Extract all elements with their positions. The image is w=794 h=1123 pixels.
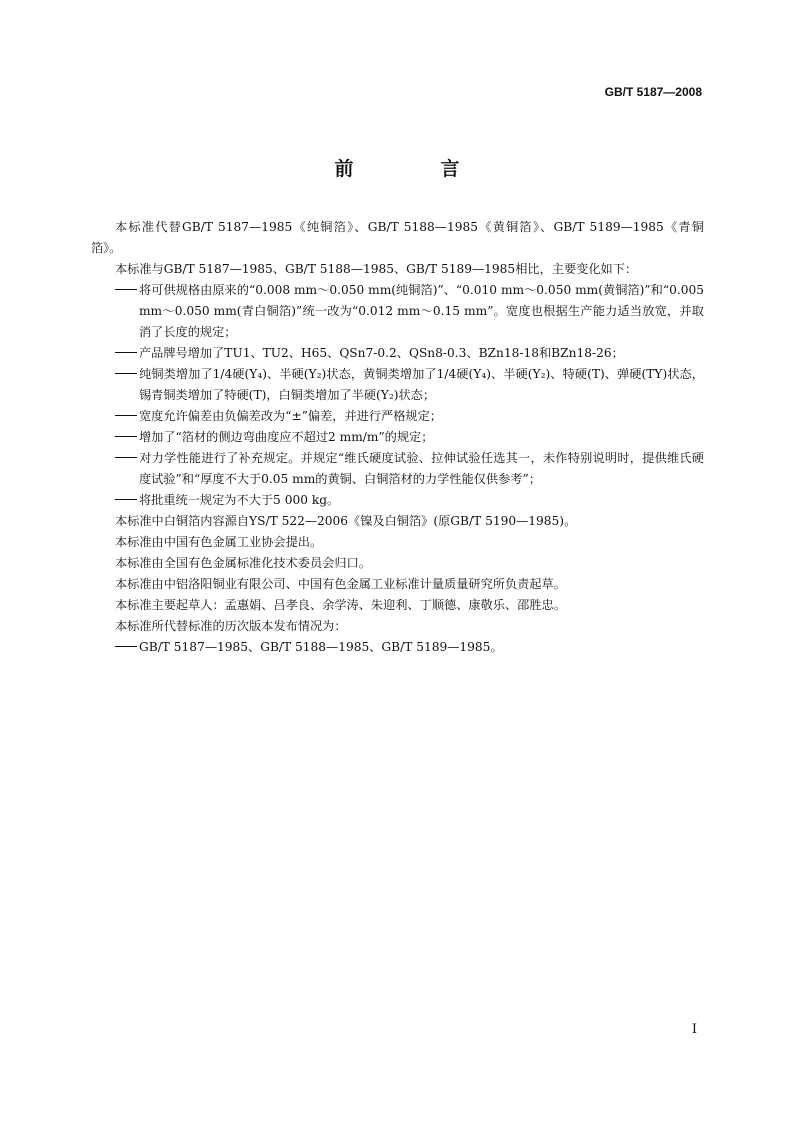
paragraph-proposer: 本标准由中国有色金属工业协会提出。 (115, 535, 323, 549)
standard-code: GB/T 5187—2008 (604, 85, 702, 99)
list-item-lot-weight (91, 490, 704, 511)
dash-bullet (115, 280, 139, 301)
list-item-tempers (91, 364, 704, 406)
paragraph-supersedes: 本标准代替GB/T 5187—1985《纯铜箔》、GB/T 5188—1985《黄铜箔》、GB/T 5189—1985《青铜箔》。 (91, 220, 704, 255)
list-item-text: 纯铜类增加了1/4硬(Y₄)、半硬(Y₂)状态，黄铜类增加了1/4硬(Y₄)、半硬(Y₂)、特硬(T)、弹硬(TY)状态，锡青铜类增加了特硬(T)，白铜类增加了半硬(Y₂)状态； (139, 367, 704, 402)
preface-body (91, 217, 704, 658)
list-item-text: 产品牌号增加了TU1、TU2、H65、QSn7-0.2、QSn8-0.3、BZn18-18和BZn18-26； (139, 346, 624, 360)
paragraph-drafting-orgs: 本标准由中铝洛阳铜业有限公司、中国有色金属工业标准计量质量研究所负责起草。 (115, 577, 566, 591)
dash-bullet (115, 490, 139, 511)
dash-bullet (115, 364, 139, 385)
paragraph-committee: 本标准由全国有色金属标准化技术委员会归口。 (115, 556, 371, 570)
list-item-grades (91, 343, 704, 364)
paragraph-history-intro: 本标准所代替标准的历次版本发布情况为： (115, 619, 347, 633)
list-item-text: 将批重统一规定为不大于5 000 kg。 (139, 493, 340, 507)
page-number: Ⅰ (691, 1022, 697, 1037)
paragraph-changes-intro: 本标准与GB/T 5187—1985、GB/T 5188—1985、GB/T 5189—1985相比，主要变化如下： (115, 262, 638, 276)
list-item-text: GB/T 5187—1985、GB/T 5188—1985、GB/T 5189—1985。 (139, 640, 503, 654)
list-item-text: 宽度允许偏差由负偏差改为“±”偏差，并进行严格规定； (139, 409, 442, 423)
dash-bullet (115, 427, 139, 448)
page-title: 前 言 (334, 158, 494, 180)
list-item-text: 将可供规格由原来的“0.008 mm～0.050 mm(纯铜箔)”、“0.010 mm～0.050 mm(黄铜箔)”和“0.005 mm～0.050 mm(青白铜箔)”统一改为“0.012 mm～0.15 mm”。宽度也根据生产能力适当放宽，并取消了长度的规定； (139, 283, 704, 339)
list-item-text: 增加了“箔材的侧边弯曲度应不超过2 mm/m”的规定； (139, 430, 434, 444)
dash-bullet (115, 637, 139, 658)
dash-bullet (115, 406, 139, 427)
paragraph-source: 本标准中白铜箔内容源自YS/T 522—2006《镍及白铜箔》(原GB/T 5190—1985)。 (115, 514, 577, 528)
list-item-camber (91, 427, 704, 448)
paragraph-drafters: 本标准主要起草人：孟惠娟、吕孝良、余学涛、朱迎利、丁顺德、康敬乐、邵胜忠。 (115, 598, 566, 612)
dash-bullet (115, 448, 139, 469)
list-item-history (91, 637, 704, 658)
list-item-width-tolerance (91, 406, 704, 427)
list-item-text: 对力学性能进行了补充规定。并规定“维氏硬度试验、拉伸试验任选其一，未作特别说明时，提供维氏硬度试验”和“厚度不大于0.05 mm的黄铜、白铜箔材的力学性能仅供参考”； (139, 451, 704, 486)
dash-bullet (115, 343, 139, 364)
list-item-mechanical-properties (91, 448, 704, 490)
list-item-specifications (91, 280, 704, 343)
